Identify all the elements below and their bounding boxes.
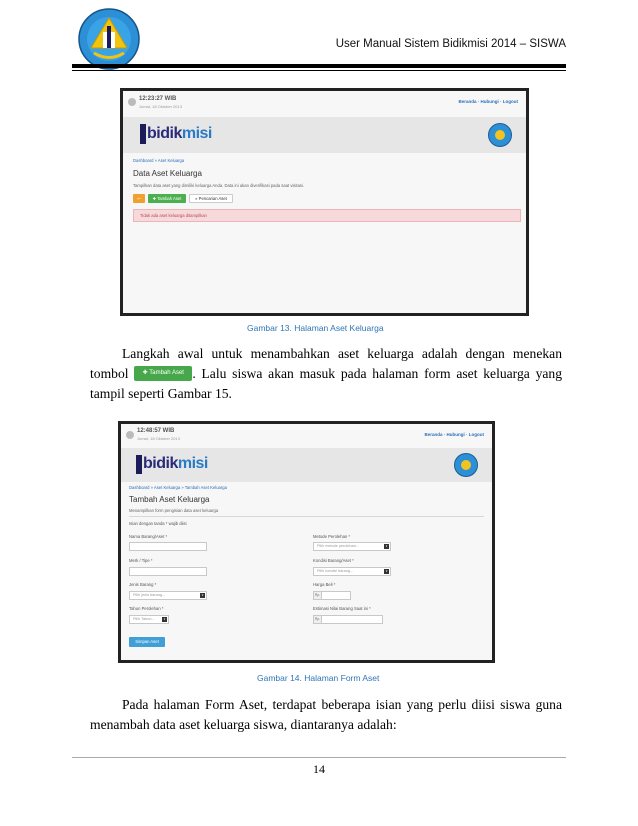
field-label-estimasi: Estimasi Nilai Barang Saat ini * [313, 606, 371, 611]
chevron-down-icon: ▾ [385, 569, 388, 573]
emblem-icon [454, 453, 478, 477]
clock-icon [128, 98, 136, 106]
page-subtitle: Tampilkan data aset yang dimiliki keluarga Anda. Data ini akan diverifikasi pada saat visitasi. [133, 183, 305, 188]
chevron-down-icon: ▾ [163, 617, 166, 621]
field-label-harga-beli: Harga Beli * [313, 582, 336, 587]
app-topbar [123, 91, 526, 117]
emblem-icon [488, 123, 512, 147]
paragraph-1 [90, 344, 562, 404]
bidikmisi-brand [143, 455, 208, 473]
header-rule-thin [72, 70, 566, 71]
clock-date: Jumat, 18 Oktober 2013 [139, 104, 182, 109]
metode-value: Pilih metode perolehan... [317, 544, 360, 548]
app-topbar [121, 424, 492, 450]
brand-part-2: misi [177, 455, 208, 472]
field-label-tahun: Tahun Perolehan * [129, 606, 164, 611]
brand-part-1: bidik [143, 455, 178, 472]
clock-date: Jumat, 18 Oktober 2013 [137, 436, 180, 441]
tut-wuri-handayani-logo [78, 8, 140, 70]
paragraph-1-text-after: . Lalu siswa akan masuk pada halaman form aset keluarga yang tampil seperti Gambar 15. [90, 366, 562, 401]
divider [129, 516, 484, 517]
brand-part-2: misi [181, 125, 212, 142]
empty-alert: Tidak ada aset keluarga ditampilkan [133, 209, 521, 222]
chevron-down-icon: ▾ [385, 544, 388, 548]
search-asset-button[interactable]: ⌕ Pencarian Aset [189, 194, 233, 203]
add-asset-button[interactable]: ✚ Tambah Aset [148, 194, 186, 203]
page-number: 14 [313, 762, 325, 776]
harga-beli-input[interactable] [321, 591, 351, 600]
header-rule [72, 64, 566, 68]
back-button[interactable]: ↩ [133, 194, 145, 203]
paragraph-2-text: Pada halaman Form Aset, terdapat beberapa isian yang perlu diisi siswa guna menambah data aset keluarga siswa, diantaranya adalah: [90, 697, 562, 732]
app-banner [123, 117, 526, 153]
document-header-title: User Manual Sistem Bidikmisi 2014 – SISWA [335, 38, 566, 50]
top-nav-links[interactable]: Beranda · Hubungi · Logout [458, 99, 518, 104]
field-label-kondisi: Kondisi Barang/Aset * [313, 558, 354, 563]
paragraph-2 [90, 695, 562, 735]
bidikmisi-brand [147, 125, 212, 143]
footer-rule [72, 757, 566, 758]
figure-13-screenshot [120, 88, 529, 316]
figure-13-caption: Gambar 13. Halaman Aset Keluarga [247, 323, 384, 333]
nama-barang-input[interactable] [129, 542, 207, 551]
tahun-select[interactable] [129, 615, 169, 624]
brand-part-1: bidik [147, 125, 182, 142]
metode-select[interactable] [313, 542, 391, 551]
emblem-center [495, 130, 505, 140]
clock-time: 12:48:57 WIB [137, 428, 175, 434]
jenis-barang-select[interactable] [129, 591, 207, 600]
chevron-down-icon: ▾ [201, 593, 204, 597]
currency-prefix: Rp. [313, 591, 322, 600]
clock-time: 12:23:27 WIB [139, 96, 177, 102]
page-title: Tambah Aset Keluarga [129, 495, 210, 504]
app-banner [121, 448, 492, 482]
page-title: Data Aset Keluarga [133, 169, 202, 178]
paragraph-1-text-before: Langkah awal untuk menambahkan aset keluarga adalah dengan menekan tombol [90, 346, 562, 381]
currency-prefix: Rp. [313, 615, 322, 624]
figure-14-caption: Gambar 14. Halaman Form Aset [257, 673, 380, 683]
breadcrumb[interactable]: Dashboard » Aset Keluarga [133, 158, 185, 163]
emblem-center [461, 460, 471, 470]
field-label-nama-barang: Nama Barang/Aset * [129, 534, 168, 539]
top-nav-links[interactable]: Beranda · Hubungi · Logout [424, 432, 484, 437]
field-label-merk: Merk / Tipe * [129, 558, 153, 563]
required-note: Isian dengan tanda * wajib diisi [129, 521, 187, 526]
bidikmisi-figure-icon [136, 455, 142, 474]
save-asset-button[interactable]: Simpan Aset [129, 637, 165, 647]
page-subtitle: Menampilkan form pengisian data aset keluarga [129, 508, 219, 513]
breadcrumb[interactable]: Dashboard » Aset Keluarga » Tambah Aset Keluarga [129, 485, 227, 490]
inline-add-asset-button-image: ✚ Tambah Aset [134, 366, 192, 381]
clock-icon [126, 431, 134, 439]
jenis-barang-value: Pilih jenis barang... [133, 593, 166, 597]
tahun-value: Pilih Tahun... [133, 617, 155, 621]
figure-14-screenshot [118, 421, 495, 663]
bidikmisi-figure-icon [140, 124, 146, 144]
kondisi-value: Pilih kondisi barang... [317, 569, 354, 573]
field-label-jenis-barang: Jenis Barang * [129, 582, 157, 587]
estimasi-input[interactable] [321, 615, 383, 624]
merk-input[interactable] [129, 567, 207, 576]
kondisi-select[interactable] [313, 567, 391, 576]
field-label-metode: Metode Perolehan * [313, 534, 351, 539]
